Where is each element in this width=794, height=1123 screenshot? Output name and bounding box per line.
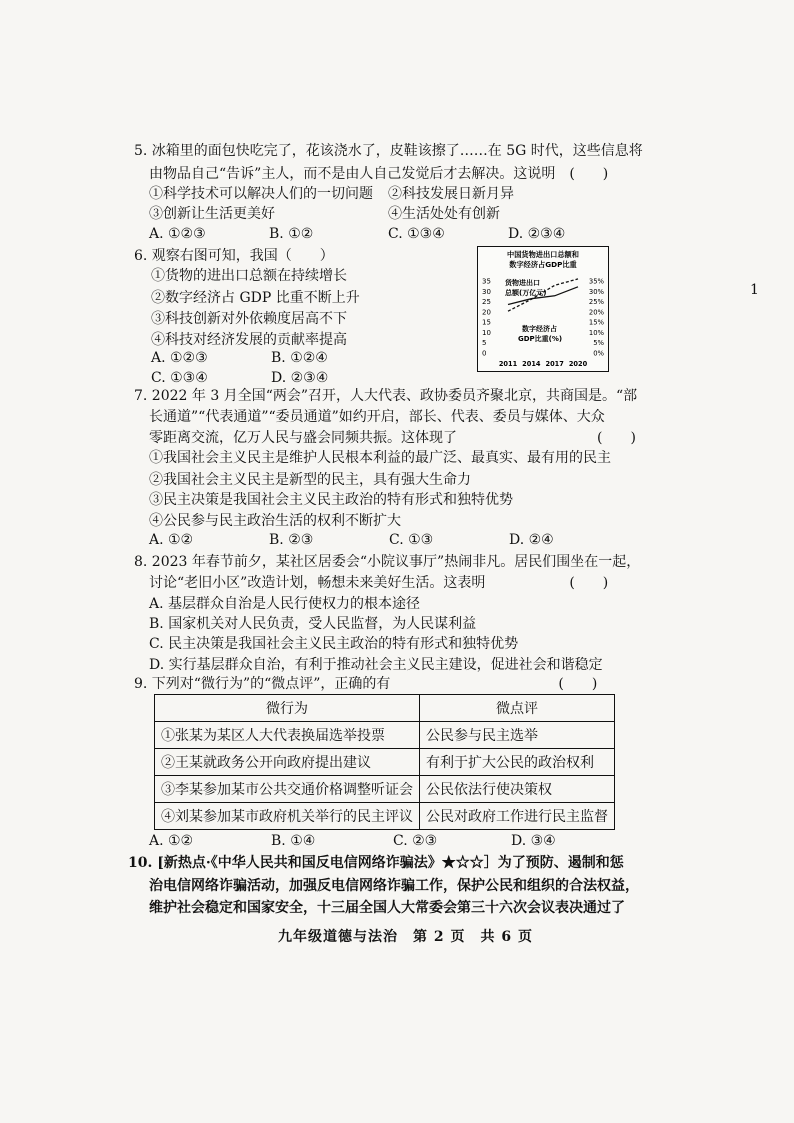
q8-option-a: A. 基层群众自治是人民行使权力的根本途径: [149, 596, 421, 612]
x-tick-label: 2014: [522, 360, 541, 368]
q8-stem-line-2: 讨论“老旧小区”改造计划，畅想未来美好生活。这表明 ( ): [149, 575, 609, 591]
table-cell: ①张某为某区人大代表换届选举投票: [155, 722, 420, 749]
q6-choice-c: C. ①③④: [151, 370, 208, 386]
y-tick-label-left: 0: [482, 349, 487, 358]
q9-stem: 9. 下列对“微行为”的“微点评”，正确的有 ( ): [134, 676, 598, 692]
q7-option-4: ④公民参与民主政治生活的权利不断扩大: [149, 513, 401, 529]
table-row: [155, 722, 615, 749]
table-cell: 有利于扩大公民的政治权利: [420, 749, 615, 776]
q8-option-d: D. 实行基层群众自治，有利于推动社会主义民主建设，促进社会和谐稳定: [149, 657, 603, 673]
q5-choice-a: A. ①②③: [149, 226, 206, 242]
series-label: 总额(万亿元): [505, 289, 547, 297]
q10-line-3: 维护社会稳定和国家安全，十三届全国人大常委会第三十六次会议表决通过了: [149, 900, 625, 916]
q7-option-1: ①我国社会主义民主是维护人民根本利益的最广泛、最真实、最有用的民主: [149, 450, 611, 466]
series-label: 货物进出口: [505, 279, 540, 287]
q5-choice-d: D. ②③④: [508, 226, 566, 242]
q7-choice-d: D. ②④: [509, 532, 554, 548]
table-cell: ③李某参加某市公共交通价格调整听证会: [155, 776, 420, 803]
q5-option-4: ④生活处处有创新: [388, 206, 500, 222]
q6-stem: 6. 观察右图可知，我国（ ）: [134, 248, 334, 264]
q5-choice-c: C. ①③④: [388, 226, 445, 242]
y-tick-label-right: 15%: [588, 318, 604, 327]
q7-choice-c: C. ①③: [389, 532, 434, 548]
q5-stem-line-2: 由物品自己“告诉”主人，而不是由人自己发觉后才去解决。这说明 ( ): [149, 166, 609, 182]
q9-choice-c: C. ②③: [393, 833, 438, 849]
x-tick-label: 2020: [568, 360, 588, 368]
q7-choice-a: A. ①②: [149, 532, 194, 548]
q5-stem-line-1: 5. 冰箱里的面包快吃完了，花该浇水了，皮鞋该擦了……在 5G 时代，这些信息将: [134, 143, 643, 159]
q6-choice-d: D. ②③④: [271, 370, 329, 386]
q6-choice-a: A. ①②③: [151, 350, 208, 366]
trade-digital-economy-chart: [477, 246, 609, 372]
table-row: [155, 749, 615, 776]
y-tick-label-right: 25%: [588, 298, 604, 307]
y-tick-label-right: 0%: [593, 349, 604, 358]
q9-choice-b: B. ①④: [271, 833, 316, 849]
q6-option-1: ①货物的进出口总额在持续增长: [151, 268, 347, 284]
q9-choice-a: A. ①②: [149, 833, 194, 849]
q10-line-1: 10. [新热点·《中华人民共和国反电信网络诈骗法》★☆☆］为了预防、遏制和惩: [128, 855, 624, 871]
y-tick-label-left: 30: [482, 287, 491, 296]
y-tick-label-left: 20: [482, 308, 491, 317]
q5-option-2: ②科技发展日新月异: [388, 186, 514, 202]
y-tick-label-left: 10: [482, 328, 491, 337]
chart-svg: [478, 247, 608, 371]
y-tick-label-right: 5%: [593, 339, 604, 348]
margin-mark: 1: [750, 282, 759, 298]
q8-option-c: C. 民主决策是我国社会主义民主政治的特有形式和独特优势: [149, 636, 519, 652]
q6-choice-b: B. ①②④: [271, 350, 328, 366]
table-row: [155, 803, 615, 830]
table-header: 微行为: [155, 695, 420, 722]
q6-option-2: ②数字经济占 GDP 比重不断上升: [151, 290, 360, 306]
table-row: [155, 776, 615, 803]
table-cell: 公民依法行使决策权: [420, 776, 615, 803]
chart-title: 数字经济占GDP比重: [509, 260, 577, 269]
q5-option-1: ①科学技术可以解决人们的一切问题: [149, 186, 373, 202]
q5-choice-b: B. ①②: [269, 226, 314, 242]
y-tick-label-left: 5: [482, 339, 487, 348]
table-cell: 公民对政府工作进行民主监督: [420, 803, 615, 830]
q5-option-3: ③创新让生活更美好: [149, 206, 275, 222]
q7-option-2: ②我国社会主义民主是新型的民主，具有强大生命力: [149, 472, 471, 488]
y-tick-label-right: 35%: [588, 277, 604, 286]
q7-option-3: ③民主决策是我国社会主义民主政治的特有形式和独特优势: [149, 492, 513, 508]
y-tick-label-right: 20%: [588, 308, 604, 317]
x-tick-label: 2011: [498, 360, 518, 368]
y-tick-label-left: 35: [482, 277, 491, 286]
q10-line-2: 治电信网络诈骗活动，加强反电信网络诈骗工作，保护公民和组织的合法权益，: [149, 878, 639, 894]
table-header-row: [155, 695, 615, 722]
table-cell: ②王某就政务公开向政府提出建议: [155, 749, 420, 776]
q9-choice-d: D. ③④: [511, 833, 556, 849]
chart-title: 中国货物进出口总额和: [507, 250, 579, 259]
q8-stem-line-1: 8. 2023 年春节前夕，某社区居委会“小院议事厅”热闹非凡。居民们围坐在一起，: [134, 554, 641, 570]
x-tick-label: 2017: [545, 360, 564, 368]
q7-choice-b: B. ②③: [269, 532, 314, 548]
q7-stem-line-1: 7. 2022 年 3 月全国“两会”召开，人大代表、政协委员齐聚北京，共商国是。“部: [134, 388, 638, 404]
table-cell: 公民参与民主选举: [420, 722, 615, 749]
page-footer: 九年级道德与法治 第 2 页 共 6 页: [278, 929, 533, 945]
series-label: GDP比重(%): [518, 335, 563, 343]
y-tick-label-left: 15: [482, 318, 491, 327]
y-tick-label-left: 25: [482, 298, 491, 307]
table-header: 微点评: [420, 695, 615, 722]
table-cell: ④刘某参加某市政府机关举行的民主评议: [155, 803, 420, 830]
y-tick-label-right: 30%: [588, 287, 604, 296]
y-tick-label-right: 10%: [588, 328, 604, 337]
q7-stem-line-2: 长通道”“代表通道”“委员通道”如约开启，部长、代表、委员与媒体、大众: [149, 409, 605, 425]
q9-table: [154, 694, 615, 830]
series-label: 数字经济占: [522, 325, 557, 333]
q8-option-b: B. 国家机关对人民负责，受人民监督，为人民谋利益: [149, 616, 477, 632]
q7-stem-line-3: 零距离交流，亿万人民与盛会同频共振。这体现了 ( ): [149, 430, 636, 446]
q6-option-4: ④科技对经济发展的贡献率提高: [151, 332, 347, 348]
q6-option-3: ③科技创新对外依赖度居高不下: [151, 311, 347, 327]
